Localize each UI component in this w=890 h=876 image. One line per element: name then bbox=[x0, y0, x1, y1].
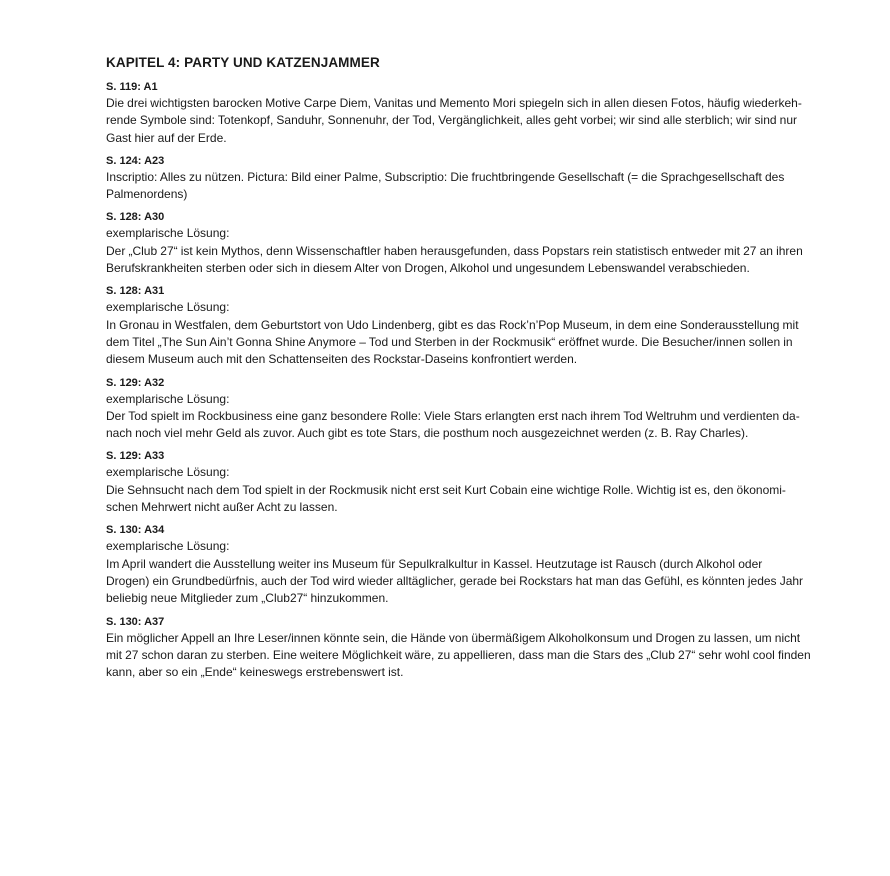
solution-label: exemplarische Lösung: bbox=[106, 226, 230, 241]
answer-text bbox=[106, 169, 830, 204]
answer-entry bbox=[106, 523, 830, 607]
answer-line: rende Symbole sind: Totenkopf, Sanduhr, Sonnenuhr, der Tod, Vergänglichkeit, alles geht vorbei; wir sind alle sterblich; wir sind nur bbox=[106, 113, 798, 128]
answer-text bbox=[106, 482, 830, 517]
solution-label: exemplarische Lösung: bbox=[106, 465, 230, 480]
answer-text bbox=[106, 317, 830, 369]
page-task-reference: S. 128: A31 bbox=[106, 285, 165, 298]
answer-text bbox=[106, 243, 830, 278]
page-task-reference: S. 124: A23 bbox=[106, 154, 165, 167]
answer-line: nach noch viel mehr Geld als zuvor. Auch gibt es tote Stars, die posthum noch ausgezeichnet werden (z. B. Ray Charles). bbox=[106, 426, 749, 441]
answer-line: Gast hier auf der Erde. bbox=[106, 130, 227, 145]
answer-entry bbox=[106, 80, 830, 147]
answer-text bbox=[106, 408, 830, 443]
answer-line: beliebig neue Mitglieder zum „Club27“ hinzukommen. bbox=[106, 591, 389, 606]
answer-entry bbox=[106, 449, 830, 516]
document-page bbox=[106, 55, 830, 688]
answer-line: schen Mehrwert nicht außer Acht zu lassen. bbox=[106, 500, 338, 515]
solution-label: exemplarische Lösung: bbox=[106, 539, 230, 554]
page-task-reference: S. 130: A37 bbox=[106, 615, 165, 628]
answer-line: Die Sehnsucht nach dem Tod spielt in der Rockmusik nicht erst seit Kurt Cobain eine wichtige Rolle. Wichtig ist es, den ökonomi- bbox=[106, 482, 786, 497]
answer-line: Im April wandert die Ausstellung weiter ins Museum für Sepulkralkultur in Kassel. Heutzutage ist Rausch (durch Alkohol oder bbox=[106, 556, 763, 571]
answer-line: Inscriptio: Alles zu nützen. Pictura: Bild einer Palme, Subscriptio: Die fruchtbringende Gesellschaft (= die Sprachgesellschaft des bbox=[106, 169, 785, 184]
answer-line: Palmenordens) bbox=[106, 187, 188, 202]
page-task-reference: S. 119: A1 bbox=[106, 81, 158, 93]
answer-line: Die drei wichtigsten barocken Motive Carpe Diem, Vanitas und Memento Mori spiegeln sich in allen diesen Fotos, häufig wiederkeh- bbox=[106, 96, 802, 110]
page-task-reference: S. 130: A34 bbox=[106, 524, 165, 537]
page-task-reference: S. 129: A32 bbox=[106, 376, 165, 389]
page-task-reference: S. 128: A30 bbox=[106, 211, 165, 224]
answer-line: Der „Club 27“ ist kein Mythos, denn Wissenschaftler haben herausgefunden, dass Popstars rein statistisch entweder mit 27 an ihren bbox=[106, 243, 803, 258]
answer-line: dem Titel „The Sun Ain’t Gonna Shine Anymore – Tod und Sterben in der Rockmusik“ eröffnet wurde. Die Besucher/innen sollen in bbox=[106, 334, 793, 349]
answer-text bbox=[106, 95, 830, 147]
answer-text bbox=[106, 556, 830, 608]
page-task-reference: S. 129: A33 bbox=[106, 450, 165, 463]
answer-entry bbox=[106, 210, 830, 277]
answer-line: Berufskrankheiten sterben oder sich in diesem Alter von Drogen, Alkohol und ungesundem Lebenswandel verabschieden. bbox=[106, 261, 750, 276]
answer-line: Der Tod spielt im Rockbusiness eine ganz besondere Rolle: Viele Stars erlangten erst nach ihrem Tod Weltruhm und verdienten da- bbox=[106, 408, 800, 423]
answer-line: diesem Museum auch mit den Schattenseiten des Rockstar-Daseins konfrontiert werden. bbox=[106, 352, 578, 367]
answer-text bbox=[106, 630, 830, 682]
answer-line: Drogen) ein Grundbedürfnis, auch der Tod wird wieder alltäglicher, gerade bei Rockstars hat man das Gefühl, es könnten jedes Jahr bbox=[106, 573, 804, 588]
answer-line: mit 27 schon daran zu sterben. Eine weitere Möglichkeit wäre, zu appellieren, dass man die Stars des „Club 27“ sehr wohl cool finden bbox=[106, 647, 811, 662]
answer-entry bbox=[106, 615, 830, 682]
solution-label: exemplarische Lösung: bbox=[106, 391, 230, 406]
chapter-title: KAPITEL 4: PARTY UND KATZENJAMMER bbox=[106, 55, 380, 70]
answer-line: kann, aber so ein „Ende“ keineswegs erstrebenswert ist. bbox=[106, 665, 404, 680]
entry-list bbox=[106, 80, 830, 681]
answer-entry bbox=[106, 154, 830, 204]
answer-entry bbox=[106, 376, 830, 443]
answer-line: In Gronau in Westfalen, dem Geburtstort von Udo Lindenberg, gibt es das Rock’n’Pop Museum, in dem eine Sonderausstellung mit bbox=[106, 317, 799, 332]
answer-line: Ein möglicher Appell an Ihre Leser/innen könnte sein, die Hände von übermäßigem Alkoholkonsum und Drogen zu lassen, um nicht bbox=[106, 630, 801, 645]
answer-entry bbox=[106, 284, 830, 368]
solution-label: exemplarische Lösung: bbox=[106, 300, 230, 315]
